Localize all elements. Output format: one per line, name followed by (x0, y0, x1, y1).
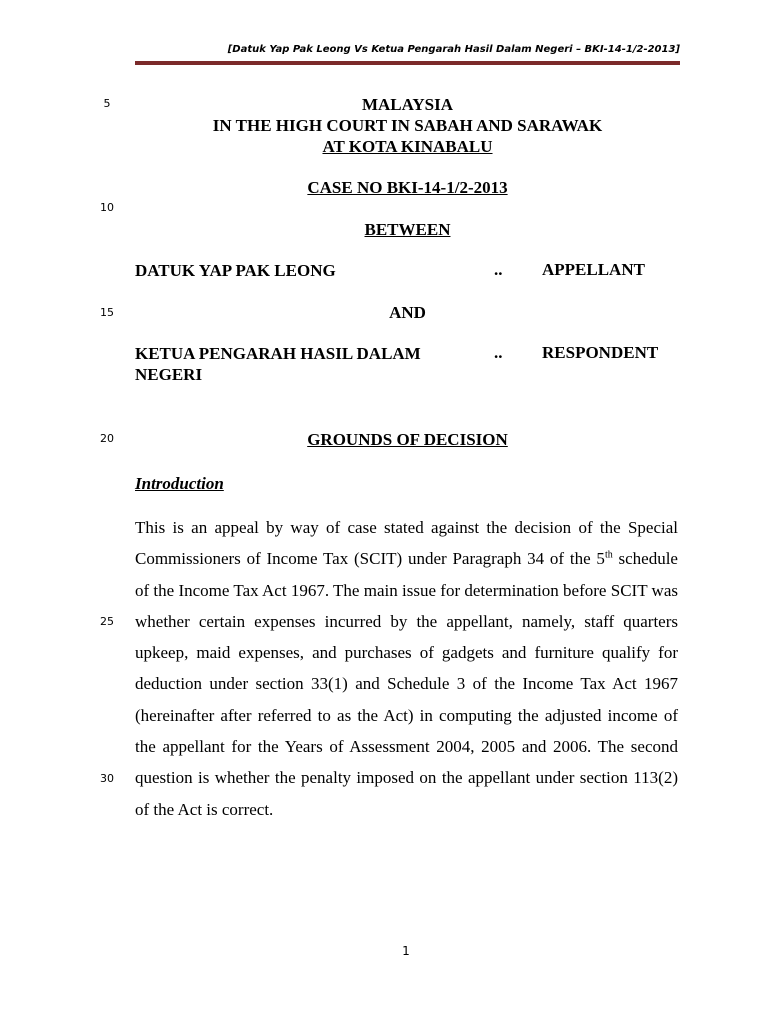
page-number: 1 (402, 944, 410, 958)
line-number: 15 (100, 306, 114, 319)
introduction-paragraph (135, 512, 678, 825)
case-number-text: CASE NO BKI-14-1/2-2013 (307, 178, 508, 197)
and-label: AND (389, 303, 426, 322)
between-label (135, 219, 680, 240)
line-number: 25 (100, 615, 114, 628)
respondent-name-line2: NEGERI (135, 365, 203, 384)
respondent-name-line1: KETUA PENGARAH HASIL DALAM (135, 344, 421, 363)
line-number: 10 (100, 201, 114, 214)
running-header: [Datuk Yap Pak Leong Vs Ketua Pengarah Hasil Dalam Negeri – BKI-14-1/2-2013] (227, 44, 680, 55)
superscript-th: th (604, 549, 613, 561)
header-rule (135, 61, 680, 65)
appellant-dots: .. (494, 260, 503, 279)
appellant-role: APPELLANT (542, 260, 645, 279)
appellant-name: DATUK YAP PAK LEONG (135, 261, 336, 280)
introduction-heading: Introduction (135, 474, 224, 493)
grounds-heading-text: GROUNDS OF DECISION (307, 430, 508, 449)
caption-country: MALAYSIA (361, 95, 453, 114)
case-number (135, 177, 680, 198)
caption-location (135, 136, 680, 157)
paragraph-text-part2: schedule of the Income Tax Act 1967. The main issue for determination before SCIT was whether certain expenses incurred by the appellant, namely, staff quarters upkeep, maid expenses, and purchases of gadgets and furniture qualify for deduction under section 33(1) and Schedule 3 of the Income Tax Act 1967 (hereinafter after referred to as the Act) in computing the adjusted income of the appellant for the Years of Assessment 2004, 2005 and 2006. The second question is whether the penalty imposed on the appellant under section 113(2) of the Act is correct. (135, 549, 678, 819)
caption-location-text: AT KOTA KINABALU (322, 137, 493, 156)
respondent-dots: .. (494, 343, 503, 362)
paragraph-text-part1: This is an appeal by way of case stated against the decision of the Special Commissioners of Income Tax (SCIT) under Paragraph 34 of the 5 (135, 518, 678, 569)
respondent-role: RESPONDENT (542, 343, 659, 362)
grounds-heading (135, 429, 680, 450)
between-text: BETWEEN (364, 220, 451, 239)
line-number: 5 (103, 97, 111, 110)
line-number: 20 (100, 432, 114, 445)
caption-court: IN THE HIGH COURT IN SABAH AND SARAWAK (212, 116, 603, 135)
line-number: 30 (100, 772, 114, 785)
